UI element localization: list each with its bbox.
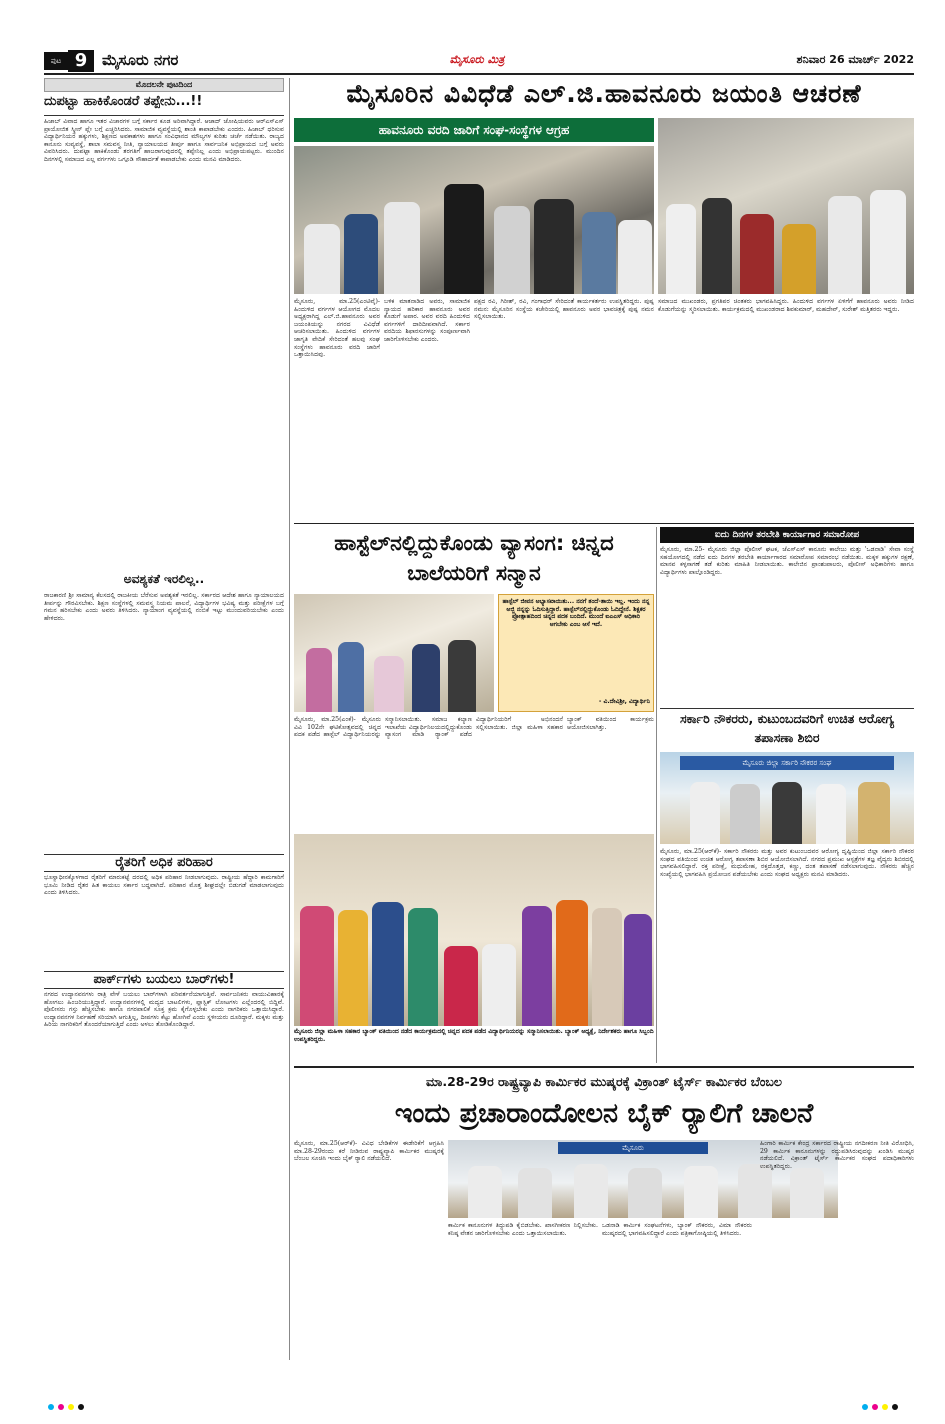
rally-body-col1: ಮೈಸೂರು, ಮಾ.25(ಆರ್‌ಕೆ)- ವಿವಿಧ ಬೇಡಿಕೆಗಳ ಈಡೇರಿಕೆಗೆ ಆಗ್ರಹಿಸಿ ಮಾ.28-29ರಂದು ಕರೆ ನೀಡಿರುವ ರಾಷ್ಟ್ರವ್ಯಾಪಿ ಕಾರ್ಮಿಕರ ಮುಷ್ಕರಕ್ಕೆ ಬೆಂಬಲ ಸೂಚಿಸಿ ಇಂದು ಬೈಕ್ ರ‍್ಯಾಲಿ ನಡೆಯಲಿದೆ. — [294, 1140, 444, 1163]
registration-mark-cyan — [48, 1404, 54, 1410]
hostel-photo-caption: ಮೈಸೂರು ಜಿಲ್ಲಾ ಮಹಿಳಾ ಸಹಕಾರ ಬ್ಯಾಂಕ್ ವತಿಯಿಂದ ನಡೆದ ಕಾರ್ಯಕ್ರಮದಲ್ಲಿ ಚಿನ್ನದ ಪದಕ ಪಡೆದ ವಿದ್ಯಾರ್ಥಿನಿಯರನ್ನು ಸನ್ಮಾನಿಸಲಾಯಿತು. ಬ್ಯಾಂಕ್ ಅಧ್ಯಕ್ಷೆ, ನಿರ್ದೇಶಕರು ಹಾಗೂ ಸಿಬ್ಬಂದಿ ಉಪಸ್ಥಿತರಿದ್ದರು. — [294, 1028, 654, 1043]
story-not-needed-body: ರಾಜಕಾರಣಿ ಶ್ರೀ ಸಾಮಾನ್ಯ ಕೆಲಸದಲ್ಲಿ ರಾಜಕೀಯ ಬೆರೆಸುವ ಅವಶ್ಯಕತೆ ಇರಲಿಲ್ಲ. ಸರ್ಕಾರದ ಆದೇಶ ಹಾಗೂ ನ್ಯಾಯಾಲಯದ ತೀರ್ಪನ್ನು ಗೌರವಿಸಬೇಕು. ಶಿಕ್ಷಣ ಸಂಸ್ಥೆಗಳಲ್ಲಿ ಸಮವಸ್ತ್ರ ನಿಯಮ ಪಾಲನೆ, ವಿದ್ಯಾರ್ಥಿಗಳ ಭವಿಷ್ಯ ಮತ್ತು ಪರೀಕ್ಷೆಗಳ ಬಗ್ಗೆ ಗಮನ ಹರಿಸಬೇಕು ಎಂದು ಅವರು ತಿಳಿಸಿದರು. ನ್ಯಾಯಾಂಗ ವ್ಯವಸ್ಥೆಯಲ್ಲಿ ನಂಬಿಕೆ ಇಟ್ಟು ಮುಂದುವರಿಯಬೇಕು ಎಂದು ಹೇಳಿದರು. — [44, 592, 284, 622]
story-farmers-body: ಭೂಸ್ವಾಧೀನಕ್ಕೊಳಗಾದ ರೈತರಿಗೆ ಮಾರುಕಟ್ಟೆ ದರದಲ್ಲಿ ಅಧಿಕ ಪರಿಹಾರ ನೀಡಲಾಗುವುದು. ರಾಷ್ಟ್ರೀಯ ಹೆದ್ದಾರಿ ಕಾಮಗಾರಿಗೆ ಭೂಮಿ ನೀಡಿದ ರೈತರ ಹಿತ ಕಾಯಲು ಸರ್ಕಾರ ಬದ್ಧವಾಗಿದೆ. ಪರಿಹಾರ ಮೊತ್ತ ಶೀಘ್ರದಲ್ಲೇ ಬಿಡುಗಡೆ ಮಾಡಲಾಗುವುದು ಎಂದು ತಿಳಿಸಿದರು. — [44, 874, 284, 897]
rally-banner: ಮೈಸೂರು — [558, 1142, 708, 1154]
registration-mark-cyan-right — [862, 1404, 868, 1410]
hostel-photo-award — [294, 594, 494, 712]
hostel-quote-author: - ವಿ.ದೇವಿಶ್ರೀ, ವಿದ್ಯಾರ್ಥಿನಿ — [598, 698, 650, 705]
registration-mark-magenta — [58, 1404, 64, 1410]
continued-from-front-banner: ಮೊದಲನೇ ಪುಟದಿಂದ — [44, 78, 284, 92]
section-title: ಮೈಸೂರು ನಗರ — [102, 51, 179, 69]
story-parks-title: ಪಾರ್ಕ್‌ಗಳು ಬಯಲು ಬಾರ್‌ಗಳು! — [44, 971, 284, 989]
hostel-right-divider — [656, 527, 657, 1063]
health-headline: ಸರ್ಕಾರಿ ನೌಕರರು, ಕುಟುಂಬದವರಿಗೆ ಉಚಿತ ಆರೋಗ್ಯ ತಪಾಸಣಾ ಶಿಬಿರ — [660, 708, 914, 748]
registration-mark-magenta-right — [872, 1404, 878, 1410]
hostel-headline: ಹಾಸ್ಟೆಲ್‌ನಲ್ಲಿದ್ದುಕೊಂಡು ವ್ಯಾಸಂಗ: ಚಿನ್ನದ ಬಾಲೆಯರಿಗೆ ಸನ್ಮಾನ — [334, 531, 614, 585]
rally-body-col3: ಒಡನಾಡಿ ಕಾರ್ಮಿಕ ಸಂಘಟನೆಗಳು, ಬ್ಯಾಂಕ್ ನೌಕರರು, ವಿಮಾ ನೌಕರರು ಮುಷ್ಕರದಲ್ಲಿ ಭಾಗವಹಿಸಲಿದ್ದಾರೆ ಎಂದು ಪತ್ರಿಕಾಗೋಷ್ಠಿಯಲ್ಲಿ ತಿಳಿಸಿದರು. — [602, 1222, 752, 1237]
story-farmers-title: ರೈತರಿಗೆ ಅಧಿಕ ಪರಿಹಾರ — [44, 854, 284, 872]
rally-headline: ಇಂದು ಪ್ರಚಾರಾಂದೋಲನ ಬೈಕ್ ರ‍್ಯಾಲಿಗೆ ಚಾಲನೆ — [394, 1098, 814, 1129]
lead-subheadline: ಹಾವನೂರು ವರದಿ ಜಾರಿಗೆ ಸಂಘ-ಸಂಸ್ಥೆಗಳ ಆಗ್ರಹ — [294, 118, 654, 142]
lead-body-col1: ಮೈಸೂರು, ಮಾ.25(ಎಂಟಿವೈ)- ಹಿಂದುಳಿದ ವರ್ಗಗಳ ಆಯೋಗದ ಮೊದಲ ಅಧ್ಯಕ್ಷರಾಗಿದ್ದ ಎಲ್.ಜಿ.ಹಾವನೂರು ಅವರ ಜಯಂತಿಯನ್ನು ನಗರದ ವಿವಿಧೆಡೆ ಆಚರಿಸಲಾಯಿತು. ಹಿಂದುಳಿದ ವರ್ಗಗಳ ಜಾಗೃತಿ ವೇದಿಕೆ ಸೇರಿದಂತೆ ಹಲವು ಸಂಘ ಸಂಸ್ಥೆಗಳು ಹಾವನೂರು ವರದಿ ಜಾರಿಗೆ ಒತ್ತಾಯಿಸಿದವು. — [294, 298, 380, 359]
lead-body-col4: ಸಮಾಜದ ಮುಖಂಡರು, ಪ್ರಗತಿಪರ ಚಿಂತಕರು ಭಾಗವಹಿಸಿದ್ದರು. ಹಿಂದುಳಿದ ವರ್ಗಗಳ ಏಳಿಗೆಗೆ ಹಾವನೂರು ಅವರು ನೀಡಿದ ಕೊಡುಗೆಯನ್ನು ಸ್ಮರಿಸಲಾಯಿತು. ಕಾರ್ಯಕ್ರಮದಲ್ಲಿ ಮುಖಂಡರಾದ ಶಿವಕುಮಾರ್, ಮಹದೇವ್, ಸುರೇಶ್ ಮತ್ತಿತರರು ಇದ್ದರು. — [658, 298, 914, 313]
health-banner: ಮೈಸೂರು ಜಿಲ್ಲಾ ಸರ್ಕಾರಿ ನೌಕರರ ಸಂಘ — [680, 756, 894, 770]
lead-photo-main — [294, 146, 654, 294]
lead-headline: ಮೈಸೂರಿನ ವಿವಿಧೆಡೆ ಎಲ್.ಜಿ.ಹಾವನೂರು ಜಯಂತಿ ಆಚರಣೆ — [346, 79, 862, 108]
story-parks-body: ನಗರದ ಉದ್ಯಾನವನಗಳು ರಾತ್ರಿ ವೇಳೆ ಬಯಲು ಬಾರ್‌ಗಳಾಗಿ ಪರಿವರ್ತನೆಯಾಗುತ್ತಿವೆ. ಸಾರ್ವಜನಿಕರು ವಾಯುವಿಹಾರಕ್ಕೆ ಹೋಗಲು ಹಿಂಜರಿಯುತ್ತಿದ್ದಾರೆ. ಉದ್ಯಾನವನಗಳಲ್ಲಿ ಮದ್ಯದ ಬಾಟಲಿಗಳು, ಪ್ಲಾಸ್ಟಿಕ್ ಲೋಟಗಳು ಎಲ್ಲೆಂದರಲ್ಲಿ ಬಿದ್ದಿವೆ. ಪೊಲೀಸರು ಗಸ್ತು ಹೆಚ್ಚಿಸಬೇಕು ಹಾಗೂ ನಗರಪಾಲಿಕೆ ಸೂಕ್ತ ಕ್ರಮ ಕೈಗೊಳ್ಳಬೇಕು ಎಂದು ನಾಗರಿಕರು ಒತ್ತಾಯಿಸಿದ್ದಾರೆ. ಉದ್ಯಾನವನಗಳ ನಿರ್ವಹಣೆ ಸರಿಯಾಗಿ ಆಗುತ್ತಿಲ್ಲ, ದೀಪಗಳು ಕೆಟ್ಟು ಹೋಗಿವೆ ಎಂದು ಸ್ಥಳೀಯರು ದೂರಿದ್ದಾರೆ. ಮಕ್ಕಳು ಮತ್ತು ಹಿರಿಯ ನಾಗರಿಕರಿಗೆ ತೊಂದರೆಯಾಗುತ್ತಿದೆ ಎಂದು ಅಳಲು ತೋಡಿಕೊಂಡಿದ್ದಾರೆ. — [44, 991, 284, 1029]
rally-body-col4: ಹಿಂಗಾರಿ ಕಾರ್ಮಿಕ ಕೇಂದ್ರ ಸರ್ಕಾರದ ರಾಷ್ಟ್ರೀಯ ನಗದೀಕರಣ ನೀತಿ ವಿರೋಧಿಸಿ, 29 ಕಾರ್ಮಿಕ ಕಾನೂನುಗಳನ್ನು ರದ್ದುಪಡಿಸಿರುವುದನ್ನು ಖಂಡಿಸಿ ಮುಷ್ಕರ ನಡೆಯಲಿದೆ. ವಿಕ್ರಾಂತ್ ಟೈರ್ಸ್ ಕಾರ್ಮಿಕರ ಸಂಘದ ಪದಾಧಿಕಾರಿಗಳು ಉಪಸ್ಥಿತರಿದ್ದರು. — [760, 1140, 914, 1170]
training-headline: ಐದು ದಿನಗಳ ತರಬೇತಿ ಕಾರ್ಯಾಗಾರ ಸಮಾರೋಪ — [660, 527, 914, 543]
hostel-photo-group — [294, 834, 654, 1026]
lead-body-col2: ಬಳಿಕ ಮಾತನಾಡಿದ ಅವರು, ಸಾಮಾಜಿಕ ನ್ಯಾಯದ ಹರಿಕಾರ ಹಾವನೂರು ಅವರ ಕೊಡುಗೆ ಅಪಾರ. ಅವರ ವರದಿ ಹಿಂದುಳಿದ ವರ್ಗಗಳಿಗೆ ದಾರಿದೀಪವಾಗಿದೆ. ಸರ್ಕಾರ ವರದಿಯ ಶಿಫಾರಸುಗಳನ್ನು ಸಂಪೂರ್ಣವಾಗಿ ಜಾರಿಗೊಳಿಸಬೇಕು ಎಂದರು. — [384, 298, 470, 343]
middle-bottom-divider — [294, 1066, 914, 1068]
page-header — [44, 50, 914, 72]
registration-mark-yellow — [68, 1404, 74, 1410]
lead-bottom-divider — [294, 523, 914, 524]
registration-mark-yellow-right — [882, 1404, 888, 1410]
page-number: 9 — [68, 50, 94, 72]
page-label: ಪುಟ — [44, 52, 68, 70]
story-dupatta-title: ದುಪಟ್ಟಾ ಹಾಕಿಕೊಂಡರೆ ತಪ್ಪೇನು...!! — [44, 94, 284, 116]
hostel-quote-box — [498, 594, 654, 712]
header-divider — [44, 73, 914, 75]
masthead-logo: ಮೈಸೂರು ಮಿತ್ರ — [449, 53, 505, 66]
rally-body-col2: ಕಾರ್ಮಿಕ ಕಾನೂನುಗಳ ತಿದ್ದುಪಡಿ ಕೈಬಿಡಬೇಕು. ಖಾಸಗೀಕರಣ ನಿಲ್ಲಿಸಬೇಕು. ಕನಿಷ್ಠ ವೇತನ ಜಾರಿಗೊಳಿಸಬೇಕು ಎಂದು ಒತ್ತಾಯಿಸಲಾಯಿತು. — [448, 1222, 598, 1237]
training-body: ಮೈಸೂರು, ಮಾ.25- ಮೈಸೂರು ಜಿಲ್ಲಾ ಪೊಲೀಸ್ ಘಟಕ, ಜೆಎಸ್‌ಎಸ್ ಕಾನೂನು ಕಾಲೇಜು ಮತ್ತು 'ಒಡನಾಡಿ' ಸೇವಾ ಸಂಸ್ಥೆ ಸಹಯೋಗದಲ್ಲಿ ನಡೆದ ಐದು ದಿನಗಳ ತರಬೇತಿ ಕಾರ್ಯಾಗಾರದ ಸಮಾರೋಪ ಸಮಾರಂಭ ನಡೆಯಿತು. ಮಕ್ಕಳ ಹಕ್ಕುಗಳ ರಕ್ಷಣೆ, ಮಾನವ ಕಳ್ಳಸಾಗಣೆ ತಡೆ ಕುರಿತು ಮಾಹಿತಿ ನೀಡಲಾಯಿತು. ಕಾಲೇಜಿನ ಪ್ರಾಂಶುಪಾಲರು, ಪೊಲೀಸ್ ಅಧಿಕಾರಿಗಳು ಹಾಗೂ ವಿದ್ಯಾರ್ಥಿಗಳು ಪಾಲ್ಗೊಂಡಿದ್ದರು. — [660, 546, 914, 576]
registration-mark-black-right — [892, 1404, 898, 1410]
health-photo — [660, 752, 914, 844]
story-dupatta-body: ಹಿಜಾಬ್ ವಿವಾದ ಹಾಗೂ ಇತರ ವಿಚಾರಗಳ ಬಗ್ಗೆ ಸರ್ಕಾರ ಕೂಡ ಅರಿವಾಗಿದ್ದಾರೆ. ಆಜಾದ್ ಜೋಷಿಯವರು ಆರ್‌ಎಸ್‌ಎಸ್ ಪ್ರಾಯೋಜಿತ ಸ್ಕ್ರೀನ್ ಪ್ಲೇ ಬಗ್ಗೆ ಎಚ್ಚರಿಸಿದರು. ಸಾಮಾಜಿಕ ವ್ಯವಸ್ಥೆಯಲ್ಲಿ ಶಾಂತಿ ಕಾಪಾಡಬೇಕು ಎಂದರು. ಹಿಜಾಬ್ ಧರಿಸುವ ವಿದ್ಯಾರ್ಥಿನಿಯರ ಹಕ್ಕುಗಳು, ಶಿಕ್ಷಣದ ಅವಕಾಶಗಳು ಹಾಗೂ ಸಂವಿಧಾನದ ಮೌಲ್ಯಗಳ ಕುರಿತು ಚರ್ಚೆ ನಡೆಯಿತು. ರಾಜ್ಯದ ಕಾನೂನು ಸುವ್ಯವಸ್ಥೆ, ಶಾಲಾ ಸಮವಸ್ತ್ರ ನೀತಿ, ನ್ಯಾಯಾಲಯದ ತೀರ್ಪು ಹಾಗೂ ಸಾರ್ವಜನಿಕ ಅಭಿಪ್ರಾಯದ ಬಗ್ಗೆ ಅವರು ವಿವರಿಸಿದರು. ದುಪಟ್ಟಾ ಹಾಕಿಕೊಂಡು ತರಗತಿಗೆ ಹಾಜರಾಗುವುದರಲ್ಲಿ ತಪ್ಪೇನಿಲ್ಲ ಎಂದು ಅಭಿಪ್ರಾಯಪಟ್ಟರು. ಮುಂದಿನ ದಿನಗಳಲ್ಲಿ ಸಮಾಜದ ಎಲ್ಲ ವರ್ಗಗಳು ಒಗ್ಗೂಡಿ ಸೌಹಾರ್ದತೆ ಕಾಪಾಡಬೇಕು ಎಂದು ಮನವಿ ಮಾಡಿದರು. — [44, 118, 284, 163]
story-not-needed-title: ಅವಶ್ಯಕತೆ ಇರಲಿಲ್ಲ.. — [123, 572, 205, 586]
lead-body-col3: ಪಕ್ಷದ ರವಿ, ಗಿರೀಶ್, ರವಿ, ಗಂಗಾಧರ್ ಸೇರಿದಂತೆ ಕಾರ್ಯಕರ್ತರು ಉಪಸ್ಥಿತರಿದ್ದರು. ಪುಷ್ಪ ನಮನ: ಮೈಸೂರಿನ ಸಂಸ್ಥೆಯ ಕಚೇರಿಯಲ್ಲಿ ಹಾವನೂರು ಅವರ ಭಾವಚಿತ್ರಕ್ಕೆ ಪುಷ್ಪ ನಮನ ಸಲ್ಲಿಸಲಾಯಿತು. — [474, 298, 654, 321]
registration-mark-black — [78, 1404, 84, 1410]
issue-date: ಶನಿವಾರ 26 ಮಾರ್ಚ್ 2022 — [796, 53, 914, 66]
left-column-divider — [289, 78, 290, 1360]
hostel-body: ಮೈಸೂರು, ಮಾ.25(ಎಂಕೆ)- ಮೈಸೂರು ವಿವಿ 102ನೇ ಘಟಿಕೋತ್ಸವದಲ್ಲಿ ಚಿನ್ನದ ಪದಕ ಪಡೆದ ಹಾಸ್ಟೆಲ್ ವಿದ್ಯಾರ್ಥಿನಿಯರನ್ನು ಸನ್ಮಾನಿಸಲಾಯಿತು. ಸಮಾಜ ಕಲ್ಯಾಣ ಇಲಾಖೆಯ ವಿದ್ಯಾರ್ಥಿನಿಲಯದಲ್ಲಿದ್ದುಕೊಂಡು ವ್ಯಾಸಂಗ ಮಾಡಿ ರ‍್ಯಾಂಕ್ ಪಡೆದ ವಿದ್ಯಾರ್ಥಿನಿಯರಿಗೆ ಅಭಿನಂದನೆ ಸಲ್ಲಿಸಲಾಯಿತು. ಜಿಲ್ಲಾ ಮಹಿಳಾ ಸಹಕಾರ ಬ್ಯಾಂಕ್ ವತಿಯಿಂದ ಕಾರ್ಯಕ್ರಮ ಆಯೋಜಿಸಲಾಗಿತ್ತು. — [294, 716, 654, 739]
hostel-quote-text: ಹಾಸ್ಟೆಲ್ ಜೀವನ ಅಭ್ಯಾಸವಾಯಿತು... ನನಗೆ ತಂದೆ-ತಾಯಿ ಇಲ್ಲ. ಇಂದು ನನ್ನ ಅಜ್ಜಿ ನನ್ನನ್ನು ಓದಿಸುತ್ತಿದ್ದಾರೆ. ಹಾಸ್ಟೆಲ್‌ನಲ್ಲಿದ್ದುಕೊಂಡು ಓದಿದ್ದೇನೆ. ಶಿಕ್ಷಕರ ಪ್ರೋತ್ಸಾಹದಿಂದ ಚಿನ್ನದ ಪದಕ ಬಂದಿದೆ. ಮುಂದೆ ಐಎಎಸ್ ಅಧಿಕಾರಿ ಆಗಬೇಕು ಎಂಬ ಆಸೆ ಇದೆ. — [502, 598, 650, 628]
lead-photo-secondary — [658, 118, 914, 294]
rally-kicker: ಮಾ.28-29ರ ರಾಷ್ಟ್ರವ್ಯಾಪಿ ಕಾರ್ಮಿಕರ ಮುಷ್ಕರಕ್ಕೆ ವಿಕ್ರಾಂತ್ ಟೈರ್ಸ್ ಕಾರ್ಮಿಕರ ಬೆಂಬಲ — [426, 1074, 782, 1089]
health-body: ಮೈಸೂರು, ಮಾ.25(ಆರ್‌ಕೆ)- ಸರ್ಕಾರಿ ನೌಕರರು ಮತ್ತು ಅವರ ಕುಟುಂಬದವರ ಆರೋಗ್ಯ ದೃಷ್ಟಿಯಿಂದ ಜಿಲ್ಲಾ ಸರ್ಕಾರಿ ನೌಕರರ ಸಂಘದ ವತಿಯಿಂದ ಉಚಿತ ಆರೋಗ್ಯ ತಪಾಸಣಾ ಶಿಬಿರ ಆಯೋಜಿಸಲಾಗಿದೆ. ನಗರದ ಪ್ರಮುಖ ಆಸ್ಪತ್ರೆಗಳ ತಜ್ಞ ವೈದ್ಯರು ಶಿಬಿರದಲ್ಲಿ ಭಾಗವಹಿಸಲಿದ್ದಾರೆ. ರಕ್ತ ಪರೀಕ್ಷೆ, ಮಧುಮೇಹ, ರಕ್ತದೊತ್ತಡ, ಕಣ್ಣು, ದಂತ ತಪಾಸಣೆ ನಡೆಸಲಾಗುವುದು. ನೌಕರರು ಹೆಚ್ಚಿನ ಸಂಖ್ಯೆಯಲ್ಲಿ ಭಾಗವಹಿಸಿ ಪ್ರಯೋಜನ ಪಡೆಯಬೇಕು ಎಂದು ಸಂಘದ ಅಧ್ಯಕ್ಷರು ಮನವಿ ಮಾಡಿದರು. — [660, 848, 914, 878]
